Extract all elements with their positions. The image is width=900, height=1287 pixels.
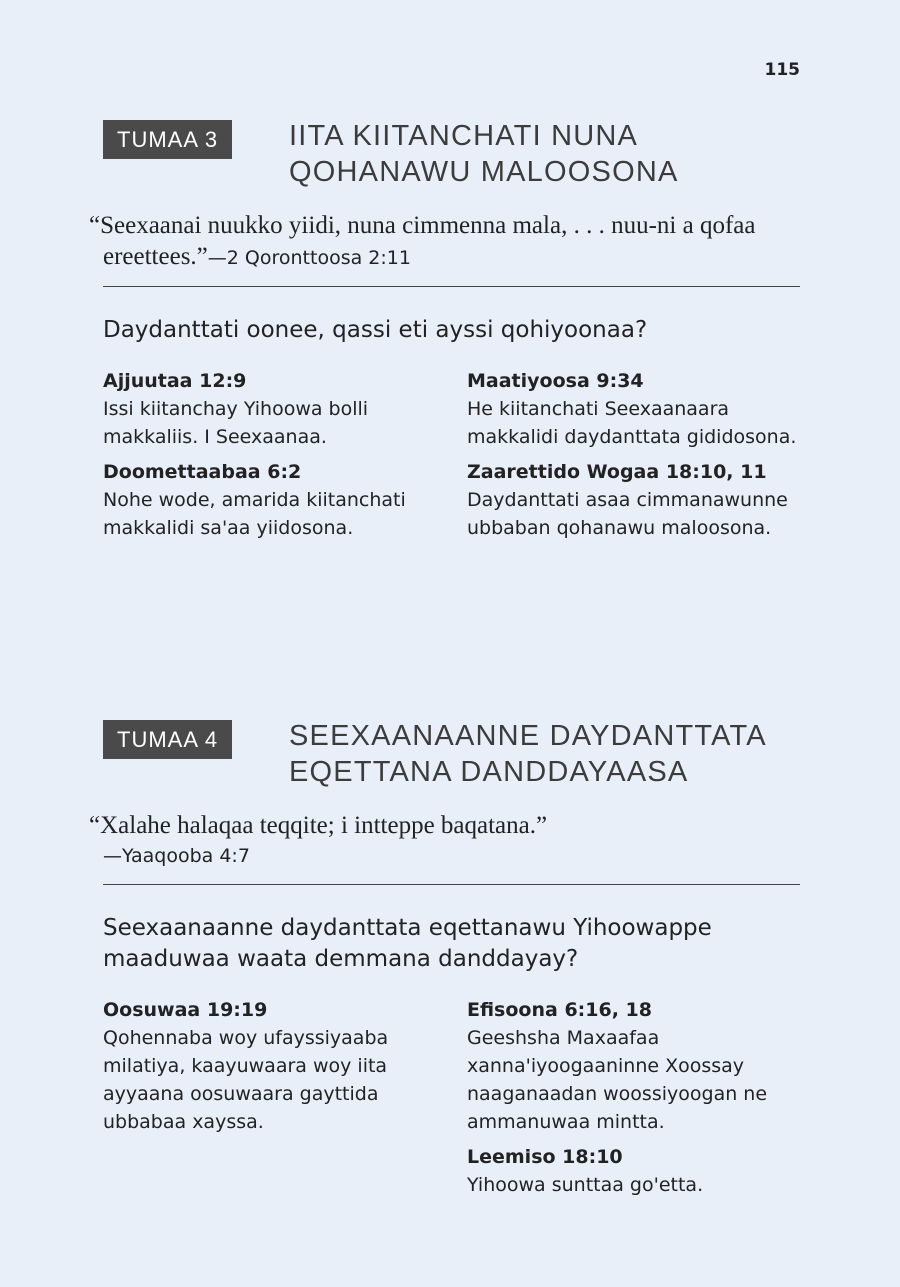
reference-item	[103, 997, 427, 1136]
quote-text: “Seexaanai nuukko yiidi, nuna cimmenna mala, . . . nuu-ni a qofaa ereettees.”	[89, 212, 756, 270]
references-left-column	[103, 368, 467, 550]
lesson-title	[289, 118, 799, 190]
lesson-label: TUMAA 4	[103, 720, 232, 759]
lesson-title	[289, 718, 799, 790]
reference-text: Yihoowa sunttaa go'etta.	[467, 1174, 704, 1196]
divider	[103, 286, 800, 287]
lesson-question: Daydanttati oonee, qassi eti ayssi qohiyoonaa?	[103, 317, 648, 343]
lesson-question: Seexaanaanne daydanttata eqettanawu Yihoowappe maaduwaa waata demmana danddayay?	[103, 915, 712, 972]
quote-reference: —Yaaqooba 4:7	[103, 845, 250, 867]
reference-title: Oosuwaa 19:19	[103, 999, 268, 1021]
references-left-column	[103, 997, 467, 1207]
reference-text: Daydanttati asaa cimmanawunne ubbaban qohanawu maloosona.	[467, 489, 788, 539]
reference-title: Efisoona 6:16, 18	[467, 999, 652, 1021]
quote-reference: —2 Qoronttoosa 2:11	[207, 247, 411, 269]
reference-text: He kiitanchati Seexaanaara makkalidi daydanttata gididosona.	[467, 398, 797, 448]
reference-title: Zaarettido Wogaa 18:10, 11	[467, 461, 767, 483]
reference-item	[103, 368, 467, 451]
reference-text: Qohennaba woy ufayssiyaaba milatiya, kaayuwaara woy iita ayyaana oosuwaara gayttida ubbabaa xayssa.	[103, 1027, 389, 1133]
lesson-label: TUMAA 3	[103, 120, 232, 159]
reference-title: Doomettaabaa 6:2	[103, 461, 302, 483]
scripture-quote	[89, 810, 800, 872]
references-right-column	[467, 368, 800, 550]
reference-item	[103, 459, 467, 542]
lesson-title-line: IITA KIITANCHATI NUNA	[289, 120, 639, 152]
scripture-references	[103, 997, 800, 1207]
references-right-column	[467, 997, 800, 1207]
quote-text: “Xalahe halaqaa teqqite; i intteppe baqatana.”	[89, 812, 548, 839]
reference-title: Ajjuutaa 12:9	[103, 370, 247, 392]
reference-text: Geeshsha Maxaafaa xanna'iyoogaaninne Xoossay naaganaadan woossiyoogan ne ammanuwaa mintta.	[467, 1027, 768, 1133]
reference-item	[467, 459, 800, 542]
lesson-title-line: EQETTANA DANDDAYAASA	[289, 756, 689, 788]
reference-item	[467, 1144, 800, 1199]
lesson-4-section	[89, 718, 800, 1207]
lesson-title-line: QOHANAWU MALOOSONA	[289, 156, 679, 188]
reference-title: Maatiyoosa 9:34	[467, 370, 644, 392]
lesson-header	[103, 718, 800, 798]
scripture-quote	[89, 210, 800, 274]
reference-text: Nohe wode, amarida kiitanchati makkalidi sa'aa yiidosona.	[103, 489, 406, 539]
reference-item	[467, 368, 800, 451]
page-number: 115	[764, 60, 800, 80]
reference-text: Issi kiitanchay Yihoowa bolli makkaliis. I Seexaanaa.	[103, 398, 369, 448]
scripture-references	[103, 368, 800, 550]
reference-item	[467, 997, 800, 1136]
reference-title: Leemiso 18:10	[467, 1146, 623, 1168]
lesson-title-line: SEEXAANAANNE DAYDANTTATA	[289, 720, 767, 752]
divider	[103, 884, 800, 885]
lesson-header	[103, 118, 800, 198]
lesson-3-section	[89, 118, 800, 550]
